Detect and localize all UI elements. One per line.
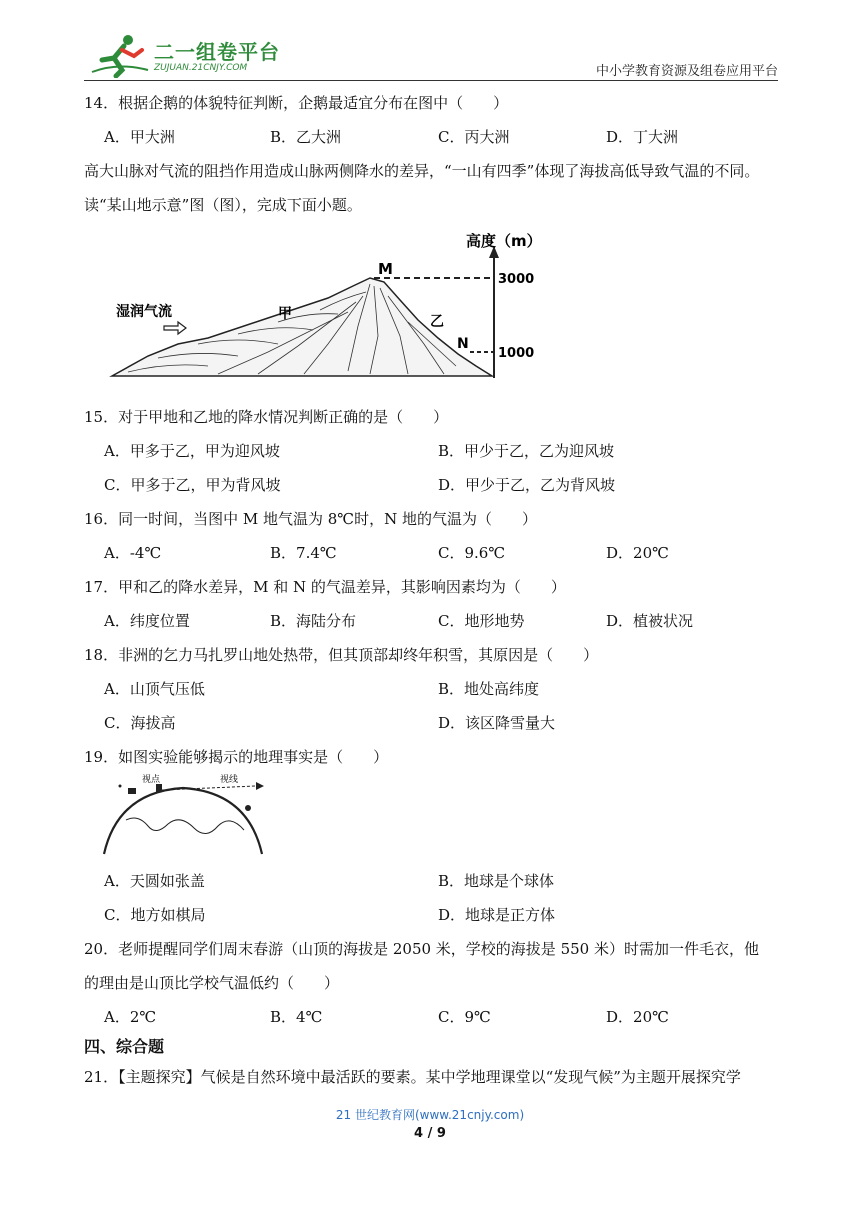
- q16-option-c[interactable]: C．9.6℃: [438, 544, 506, 562]
- page-number: 4 / 9: [414, 1126, 446, 1141]
- q17-option-c[interactable]: C．地形地势: [438, 612, 525, 630]
- q20-option-c[interactable]: C．9℃: [438, 1008, 491, 1026]
- label-view-point: 视点: [142, 775, 161, 785]
- q18-option-a[interactable]: A．山顶气压低: [104, 680, 205, 698]
- q17-option-a[interactable]: A．纬度位置: [104, 612, 190, 630]
- earth-river-line: [126, 818, 244, 834]
- axis-title: 高度（m）: [466, 232, 542, 250]
- q14-option-c[interactable]: C．丙大洲: [438, 128, 510, 146]
- ship-icon: [128, 788, 136, 794]
- far-object-icon: [245, 805, 251, 811]
- intro-line-2: 读“某山地示意”图（图），完成下面小题。: [84, 196, 362, 214]
- bird-icon: [119, 785, 122, 788]
- q14-option-a[interactable]: A．甲大洲: [104, 128, 175, 146]
- q16-option-b[interactable]: B．7.4℃: [270, 544, 337, 562]
- runner-logo-icon: [88, 32, 152, 78]
- logo-subtext: ZUJUAN.21CNJY.COM: [154, 63, 248, 73]
- q20-option-b[interactable]: B．4℃: [270, 1008, 323, 1026]
- sight-arrow-icon: [256, 782, 264, 790]
- section-title: 四、综合题: [84, 1037, 165, 1056]
- question-16-stem: 16．同一时间，当图中 M 地气温为 8℃时，N 地的气温为（ ）: [84, 510, 537, 528]
- q18-option-d[interactable]: D．该区降雪量大: [438, 714, 556, 732]
- label-jia: 甲: [278, 306, 292, 322]
- q15-option-a[interactable]: A．甲多于乙，甲为迎风坡: [104, 442, 280, 460]
- q19-option-b[interactable]: B．地球是个球体: [438, 872, 555, 890]
- logo: [88, 32, 288, 78]
- tick-1000: 1000: [498, 346, 535, 361]
- q15-option-c[interactable]: C．甲多于乙，甲为背风坡: [104, 476, 281, 494]
- q19-option-d[interactable]: D．地球是正方体: [438, 906, 556, 924]
- logo-text: 二一组卷平台: [154, 40, 280, 64]
- question-20-stem-2: 的理由是山顶比学校气温低约（ ）: [84, 974, 340, 992]
- earth-curvature-diagram: [98, 774, 268, 856]
- question-19-stem: 19．如图实验能够揭示的地理事实是（ ）: [84, 748, 389, 766]
- q17-option-b[interactable]: B．海陆分布: [270, 612, 357, 630]
- q19-option-a[interactable]: A．天圆如张盖: [104, 872, 205, 890]
- question-14-stem: 14．根据企鹅的体貌特征判断，企鹅最适宜分布在图中（ ）: [84, 94, 509, 112]
- label-sight-line: 视线: [220, 775, 239, 785]
- q18-option-b[interactable]: B．地处高纬度: [438, 680, 540, 698]
- airflow-arrow-icon: [164, 322, 186, 334]
- label-m: M: [378, 260, 393, 278]
- q18-option-c[interactable]: C．海拔高: [104, 714, 176, 732]
- q19-option-c[interactable]: C．地方如棋局: [104, 906, 206, 924]
- q15-option-b[interactable]: B．甲少于乙，乙为迎风坡: [438, 442, 615, 460]
- q20-option-a[interactable]: A．2℃: [104, 1008, 157, 1026]
- label-yi: 乙: [430, 314, 444, 330]
- q16-option-d[interactable]: D．20℃: [606, 544, 669, 562]
- q15-option-d[interactable]: D．甲少于乙，乙为背风坡: [438, 476, 616, 494]
- q17-option-d[interactable]: D．植被状况: [606, 612, 694, 630]
- label-n: N: [457, 336, 469, 352]
- footer-site-link[interactable]: 21 世纪教育网(www.21cnjy.com): [335, 1108, 525, 1122]
- question-20-stem-1: 20．老师提醒同学们周末春游（山顶的海拔是 2050 米，学校的海拔是 550 米）时需加一件毛衣，他: [84, 940, 759, 958]
- tick-3000: 3000: [498, 272, 535, 287]
- intro-line-1: 高大山脉对气流的阻挡作用造成山脉两侧降水的差异，“一山有四季”体现了海拔高低导致气温的不同。: [84, 162, 760, 180]
- q14-option-b[interactable]: B．乙大洲: [270, 128, 342, 146]
- q16-option-a[interactable]: A．-4℃: [104, 544, 162, 562]
- observer-icon: [156, 784, 162, 792]
- question-15-stem: 15．对于甲地和乙地的降水情况判断正确的是（ ）: [84, 408, 449, 426]
- q14-option-d[interactable]: D．丁大洲: [606, 128, 679, 146]
- header-platform-name: 中小学教育资源及组卷应用平台: [595, 64, 778, 79]
- mountain-diagram: [108, 226, 548, 386]
- question-21-stem: 21．【主题探究】气候是自然环境中最活跃的要素。某中学地理课堂以“发现气候”为主题开展探究学: [84, 1068, 741, 1086]
- page-header: [84, 30, 778, 81]
- question-18-stem: 18．非洲的乞力马扎罗山地处热带，但其顶部却终年积雪，其原因是（ ）: [84, 646, 599, 664]
- question-17-stem: 17．甲和乙的降水差异，M 和 N 的气温差异，其影响因素均为（ ）: [84, 578, 566, 596]
- label-airflow: 湿润气流: [116, 304, 172, 320]
- q20-option-d[interactable]: D．20℃: [606, 1008, 669, 1026]
